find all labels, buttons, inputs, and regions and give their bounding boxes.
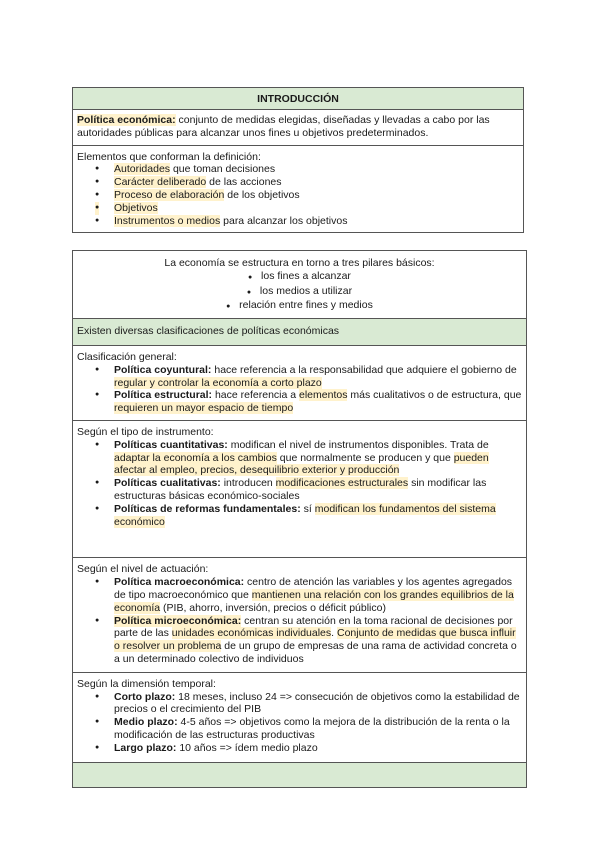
section-title: Según el nivel de actuación:	[77, 563, 209, 576]
list-item: ● Corto plazo: 18 meses, incluso 24 => consecución de objetivos como la estabilidad de precios o el crecimiento del PIB	[114, 691, 522, 717]
list-item: ● los fines a alcanzar	[248, 269, 351, 282]
section-title: Según la dimensión temporal:	[77, 677, 216, 690]
list-item: ● Medio plazo: 4-5 años => objetivos como la mejora de la distribución de la renta o la modificación de las estructuras productivas	[114, 716, 522, 742]
definition-text: conjunto de medidas elegidas, diseñadas y llevadas a cabo por las autoridades públicas para alcanzar unos fines u objetivos predeterminados.	[77, 114, 490, 139]
classification-table	[72, 250, 527, 788]
section-title: Clasificación general:	[77, 350, 177, 363]
section-title: Según el tipo de instrumento:	[77, 425, 214, 438]
list-item: ● Políticas de reformas fundamentales: sí modifican los fundamentos del sistema económico	[114, 503, 522, 529]
list-item: ● Política microeconómica: centran su atención en la toma racional de decisiones por parte de las unidades económicas individuales. Conjunto de medidas que busca influir o resolver un problema de un grupo de empresas de una rama de actividad concreta o a un determinado colectivo de individuos	[114, 615, 522, 666]
list-item: ● Políticas cualitativas: introducen modificaciones estructurales sin modificar las estructuras básicas económico-sociales	[114, 477, 522, 503]
header-text: INTRODUCCIÓN	[257, 93, 339, 105]
actuation-classification-cell	[73, 558, 526, 672]
list-item: ● Política macroeconómica: centro de atención las variables y los agentes agregados de tipo macroeconómico que mantienen una relación con los grandes equilibrios de la economía (PIB, ahorro, inversión, precios o déficit público)	[114, 576, 522, 614]
instrument-classification-cell	[73, 421, 526, 558]
general-classification-cell	[73, 346, 526, 421]
list-item: ● Carácter deliberado de las acciones	[114, 176, 519, 189]
list-item: ● Largo plazo: 10 años => ídem medio plazo	[114, 742, 522, 755]
list-item: ● Proceso de elaboración de los objetivos	[114, 189, 519, 202]
introduction-header	[73, 88, 523, 110]
classifications-header: Existen diversas clasificaciones de políticas económicas	[73, 319, 526, 346]
list-item: ● Política estructural: hace referencia a elementos más cualitativos o de estructura, que requieren un mayor espacio de tiempo	[114, 389, 522, 415]
pillars-list	[77, 270, 522, 314]
empty-footer-row	[73, 763, 526, 787]
pillars-intro: La economía se estructura en torno a tres pilares básicos:	[164, 257, 435, 269]
elements-list	[77, 163, 519, 227]
elements-intro: Elementos que conforman la definición:	[77, 150, 261, 163]
pillars-cell	[73, 251, 526, 319]
list-item: ● Objetivos	[114, 202, 519, 215]
elements-cell	[73, 146, 523, 233]
temporal-classification-cell	[73, 673, 526, 763]
list-item: ● Autoridades que toman decisiones	[114, 163, 519, 176]
definition-term: Política económica:	[77, 114, 176, 126]
definition-cell	[73, 110, 523, 146]
introduction-table	[72, 87, 524, 233]
list-item: ● Instrumentos o medios para alcanzar los objetivos	[114, 215, 519, 228]
list-item: ● Políticas cuantitativas: modifican el nivel de instrumentos disponibles. Trata de adaptar la economía a los cambios que normalmente se producen y que pueden afectar al empleo, precios, desequilibrio exterior y producción	[114, 439, 522, 477]
list-item: ● relación entre fines y medios	[226, 299, 373, 312]
list-item: ● Política coyuntural: hace referencia a la responsabilidad que adquiere el gobierno de regular y controlar la economía a corto plazo	[114, 364, 522, 390]
list-item: ● los medios a utilizar	[246, 284, 353, 297]
